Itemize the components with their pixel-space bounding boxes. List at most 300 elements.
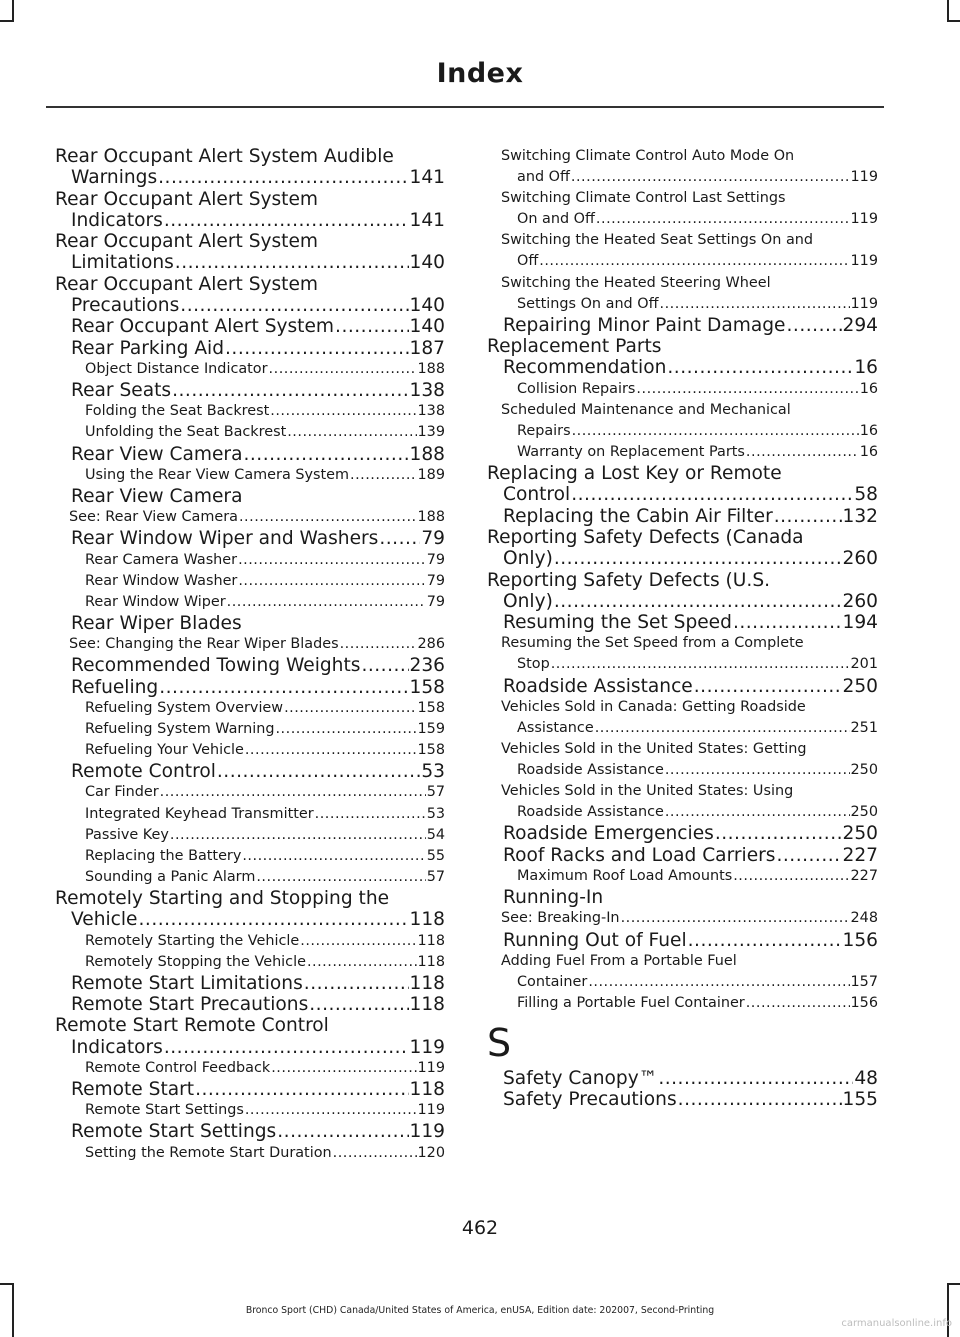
index-entry[interactable] (487, 336, 878, 379)
dot-leader (746, 442, 859, 463)
index-subentry[interactable] (55, 634, 445, 655)
entry-page-number[interactable]: 119 (850, 169, 878, 186)
entry-page-number[interactable]: 251 (850, 719, 878, 736)
dot-leader (309, 994, 408, 1015)
index-entry[interactable] (55, 1121, 445, 1142)
index-entry[interactable] (55, 146, 445, 189)
dot-leader (277, 1121, 408, 1142)
entry-page-number[interactable]: 194 (842, 612, 878, 634)
dot-leader (242, 846, 425, 867)
entry-text: Warnings (71, 167, 158, 189)
index-entry[interactable] (487, 463, 878, 506)
entry-text: Object Distance Indicator (85, 360, 268, 377)
entry-page-number[interactable]: 118 (409, 994, 445, 1016)
entry-text: Replacing the Battery (85, 847, 242, 864)
index-subentry[interactable] (487, 781, 878, 823)
entry-text: Remote Control (71, 761, 216, 783)
entry-page-number[interactable]: 48 (854, 1068, 878, 1090)
entry-text: Roadside Assistance (517, 762, 664, 779)
dot-leader (180, 295, 408, 316)
index-subentry[interactable] (55, 465, 445, 486)
entry-text: Only) (503, 590, 553, 612)
dot-leader (300, 931, 416, 952)
entry-text: Car Finder (85, 784, 159, 801)
entry-text: Unfolding the Seat Backrest (85, 424, 287, 441)
entry-text: Limitations (71, 252, 174, 274)
index-entry[interactable] (487, 1089, 878, 1110)
dot-leader (787, 315, 842, 336)
entry-page-number[interactable]: 120 (417, 1144, 445, 1161)
entry-page-number[interactable]: 118 (409, 972, 445, 994)
dot-leader (340, 634, 417, 655)
entry-lead-text: Reporting Safety Defects (U.S. (487, 569, 771, 591)
entry-text: Filling a Portable Fuel Container (517, 995, 745, 1011)
entry-text: Container (517, 973, 588, 990)
entry-page-number[interactable]: 16 (854, 357, 878, 379)
index-subentry[interactable] (55, 1143, 445, 1164)
entry-text: Rear Wiper Blades (71, 612, 242, 634)
dot-leader (539, 251, 849, 272)
index-subentry[interactable] (55, 740, 445, 761)
index-entry[interactable] (55, 1015, 445, 1058)
entry-page-number[interactable]: 156 (842, 929, 878, 951)
entry-page-number[interactable]: 138 (409, 380, 445, 402)
entry-page-number[interactable]: 79 (426, 593, 445, 610)
dot-leader (665, 760, 850, 781)
entry-page-number[interactable]: 119 (417, 1102, 445, 1119)
dot-leader (554, 591, 842, 612)
index-subentry[interactable] (55, 1058, 445, 1079)
index-entry[interactable] (55, 338, 445, 359)
entry-page-number[interactable]: 158 (409, 676, 445, 698)
index-subentry[interactable] (487, 442, 878, 463)
dot-leader (164, 1037, 409, 1058)
crop-mark (947, 20, 960, 22)
entry-page-number[interactable]: 118 (417, 932, 445, 949)
entry-text: Rear View Camera (71, 443, 243, 465)
entry-text: Roof Racks and Load Carriers (503, 844, 776, 866)
dot-leader (715, 823, 842, 844)
entry-text: Stop (517, 656, 550, 673)
dot-leader (160, 782, 426, 803)
dot-leader (158, 167, 408, 188)
index-entry[interactable] (487, 823, 878, 844)
entry-text: Precautions (71, 295, 180, 317)
index-subentry[interactable] (55, 507, 445, 528)
entry-text: Refueling System Overview (85, 699, 284, 716)
entry-page-number[interactable]: 158 (417, 742, 445, 759)
index-entry[interactable] (487, 570, 878, 613)
entry-page-number[interactable]: 54 (426, 826, 445, 843)
entry-text: Resuming the Set Speed (503, 612, 732, 634)
entry-text: Remote Start (71, 1079, 195, 1100)
index-subentry[interactable] (55, 719, 445, 740)
entry-page-number[interactable]: 159 (417, 720, 445, 737)
index-entry[interactable] (55, 274, 445, 317)
page-number: 462 (461, 1217, 499, 1239)
entry-text: Remotely Stopping the Vehicle (85, 953, 306, 970)
index-entry[interactable] (55, 761, 445, 782)
index-entry[interactable] (487, 676, 878, 697)
dot-leader (271, 1058, 416, 1079)
entry-lead-text: Replacing a Lost Key or Remote (487, 463, 782, 485)
dot-leader (554, 548, 842, 569)
index-subentry[interactable] (55, 867, 445, 888)
index-subentry[interactable] (55, 804, 445, 825)
entry-page-number[interactable]: 201 (850, 656, 878, 673)
entry-text: Rear Seats (71, 380, 172, 402)
entry-text: Rear Occupant Alert System (71, 316, 335, 338)
entry-lead-text: Remote Start Remote Control (55, 1015, 329, 1037)
entry-page-number[interactable]: 141 (409, 167, 445, 189)
entry-text: Refueling (71, 676, 159, 698)
dot-leader (315, 804, 426, 825)
index-entry[interactable] (55, 973, 445, 994)
dot-leader (350, 465, 417, 486)
entry-page-number[interactable]: 188 (409, 443, 445, 465)
index-entry[interactable] (487, 315, 878, 336)
index-subentry[interactable] (487, 697, 878, 739)
entry-page-number[interactable]: 189 (417, 466, 445, 483)
entry-page-number[interactable]: 53 (421, 761, 445, 783)
index-entry[interactable] (55, 528, 445, 549)
entry-page-number[interactable]: 141 (409, 209, 445, 231)
index-entry[interactable] (487, 612, 878, 633)
dot-leader (217, 761, 420, 782)
entry-text: Roadside Emergencies (503, 823, 714, 845)
index-subentry[interactable] (55, 571, 445, 592)
dot-leader (238, 550, 426, 571)
entry-text: See: Breaking-In (501, 910, 620, 927)
entry-page-number[interactable]: 187 (409, 337, 445, 359)
index-subentry[interactable] (487, 739, 878, 781)
crop-mark (0, 20, 14, 22)
dot-leader (256, 867, 425, 888)
entry-lead-text: Rear Occupant Alert System (55, 273, 319, 295)
index-entry[interactable] (55, 994, 445, 1015)
crop-mark (947, 0, 949, 22)
entry-text: See: Rear View Camera (69, 509, 238, 526)
dot-leader (227, 592, 426, 613)
entry-text: Vehicle (71, 909, 138, 931)
entry-lead-text: Vehicles Sold in the United States: Getting (501, 741, 807, 758)
entry-text: Warranty on Replacement Parts (517, 443, 745, 460)
entry-lead-text: Switching the Heated Steering Wheel (501, 274, 771, 291)
index-entry[interactable] (55, 655, 445, 676)
entry-text: Assistance (517, 719, 594, 736)
index-subentry[interactable] (55, 931, 445, 952)
entry-text: Recommendation (503, 357, 667, 379)
dot-leader (159, 677, 408, 698)
index-subentry[interactable] (487, 188, 878, 230)
entry-text: Control (503, 484, 571, 506)
entry-page-number[interactable]: 118 (417, 953, 445, 970)
entry-lead-text: Scheduled Maintenance and Mechanical (501, 401, 791, 418)
index-entry[interactable] (55, 189, 445, 232)
dot-leader (225, 338, 408, 359)
entry-text: Remote Start Settings (85, 1102, 244, 1119)
entry-page-number[interactable]: 140 (409, 295, 445, 317)
entry-page-number[interactable]: 132 (842, 505, 878, 527)
dot-leader (571, 167, 850, 188)
entry-lead-text: Adding Fuel From a Portable Fuel (501, 952, 737, 969)
index-entry[interactable] (487, 845, 878, 866)
entry-lead-text: Replacement Parts (487, 336, 662, 358)
entry-page-number[interactable]: 227 (850, 868, 878, 885)
dot-leader (596, 209, 850, 230)
entry-page-number[interactable]: 119 (417, 1059, 445, 1076)
dot-leader (175, 252, 409, 273)
index-entry[interactable] (487, 527, 878, 570)
entry-page-number[interactable]: 140 (409, 316, 445, 338)
entry-lead-text: Resuming the Set Speed from a Complete (501, 635, 804, 652)
entry-text: Repairing Minor Paint Damage (503, 314, 786, 336)
entry-text: Recommended Towing Weights (71, 655, 361, 677)
entry-text: Rear Window Washer (85, 572, 238, 589)
entry-text: Safety Precautions (503, 1089, 677, 1111)
dot-leader (238, 571, 425, 592)
entry-text: Folding the Seat Backrest (85, 403, 270, 420)
dot-leader (239, 507, 417, 528)
entry-text: Rear Window Wiper and Washers (71, 528, 379, 550)
entry-text: Remotely Starting the Vehicle (85, 932, 300, 949)
dot-leader (551, 654, 850, 675)
crop-mark (12, 0, 14, 22)
dot-leader (588, 972, 849, 993)
index-subentry[interactable] (487, 908, 878, 929)
entry-lead-text: Remotely Starting and Stopping the (55, 887, 390, 909)
entry-text: Only) (503, 548, 553, 570)
crop-mark (947, 1283, 960, 1285)
entry-text: and Off (517, 169, 570, 186)
header-divider (46, 106, 884, 108)
entry-text: Collision Repairs (517, 380, 636, 397)
index-subentry[interactable] (487, 146, 878, 188)
dot-leader (361, 655, 408, 676)
index-subentry[interactable] (55, 952, 445, 973)
index-subentry[interactable] (55, 1100, 445, 1121)
index-subentry[interactable] (55, 782, 445, 803)
entry-text: Using the Rear View Camera System (85, 466, 349, 483)
entry-page-number[interactable]: 119 (850, 295, 878, 312)
entry-page-number[interactable]: 155 (842, 1089, 878, 1111)
index-subentry[interactable] (487, 379, 878, 400)
entry-page-number[interactable]: 286 (417, 636, 445, 653)
index-subentry[interactable] (55, 846, 445, 867)
entry-text: Repairs (517, 422, 571, 439)
index-entry[interactable] (55, 316, 445, 337)
entry-page-number[interactable]: 157 (850, 973, 878, 990)
entry-text: Setting the Remote Start Duration (85, 1144, 332, 1161)
entry-page-number[interactable]: 16 (859, 443, 878, 460)
entry-text: Indicators (71, 209, 163, 231)
footer-edition: Bronco Sport (CHD) Canada/United States of America, enUSA, Edition date: 202007, Second-Printing (245, 1305, 715, 1316)
index-entry[interactable] (55, 486, 445, 507)
index-entry[interactable] (487, 930, 878, 951)
entry-page-number[interactable]: 57 (426, 784, 445, 801)
entry-page-number[interactable]: 119 (409, 1121, 445, 1143)
entry-page-number[interactable]: 79 (426, 572, 445, 589)
entry-page-number[interactable]: 188 (417, 360, 445, 377)
dot-leader (694, 676, 842, 697)
entry-text: Roadside Assistance (503, 675, 693, 697)
entry-text: Rear View Camera (71, 485, 243, 507)
entry-page-number[interactable]: 156 (850, 995, 878, 1011)
dot-leader (270, 401, 416, 422)
entry-lead-text: Switching Climate Control Last Settings (501, 190, 786, 207)
entry-page-number[interactable]: 139 (417, 424, 445, 441)
entry-text: Sounding a Panic Alarm (85, 868, 256, 885)
dot-leader (269, 359, 417, 380)
entry-page-number[interactable]: 250 (842, 675, 878, 697)
entry-page-number[interactable]: 55 (426, 847, 445, 864)
entry-page-number[interactable]: 227 (842, 844, 878, 866)
dot-leader (658, 1068, 853, 1089)
entry-text: Running-In (503, 887, 604, 909)
entry-lead-text: Reporting Safety Defects (Canada (487, 526, 804, 548)
index-subentry[interactable] (55, 550, 445, 571)
index-subentry[interactable] (487, 993, 878, 1014)
entry-text: Rear Window Wiper (85, 593, 226, 610)
dot-leader (665, 802, 850, 823)
entry-lead-text: Rear Occupant Alert System (55, 231, 319, 253)
entry-page-number[interactable]: 140 (409, 252, 445, 274)
dot-leader (379, 528, 420, 549)
index-subentry[interactable] (55, 592, 445, 613)
entry-page-number[interactable]: 118 (409, 909, 445, 931)
index-subentry[interactable] (55, 698, 445, 719)
entry-text: Running Out of Fuel (503, 929, 687, 951)
entry-text: Indicators (71, 1036, 163, 1058)
dot-leader (595, 718, 850, 739)
dot-leader (571, 484, 853, 505)
entry-text: Rear Parking Aid (71, 337, 225, 359)
index-column-left (55, 146, 445, 1164)
index-subentry[interactable] (55, 825, 445, 846)
index-subentry[interactable] (55, 401, 445, 422)
entry-text: Remote Start Settings (71, 1121, 277, 1143)
dot-leader (636, 379, 858, 400)
dot-leader (304, 973, 409, 994)
dot-leader (245, 740, 417, 761)
entry-page-number[interactable]: 79 (426, 551, 445, 568)
index-subentry[interactable] (487, 866, 878, 887)
dot-leader (678, 1089, 842, 1110)
index-entry[interactable] (55, 677, 445, 698)
entry-page-number[interactable]: 250 (850, 804, 878, 821)
entry-page-number[interactable]: 138 (417, 403, 445, 420)
index-entry[interactable] (55, 613, 445, 634)
dot-leader (139, 909, 409, 930)
entry-text: Passive Key (85, 826, 169, 843)
entry-page-number[interactable]: 250 (850, 762, 878, 779)
entry-lead-text: Vehicles Sold in Canada: Getting Roadside (501, 698, 806, 715)
entry-page-number[interactable]: 119 (850, 253, 878, 270)
entry-lead-text: Switching the Heated Seat Settings On and (501, 232, 814, 249)
entry-page-number[interactable]: 118 (409, 1079, 445, 1100)
dot-leader (776, 845, 841, 866)
dot-leader (195, 1079, 408, 1100)
entry-page-number[interactable]: 294 (842, 314, 878, 336)
dot-leader (688, 930, 842, 951)
index-subentry[interactable] (55, 422, 445, 443)
index-subentry[interactable] (487, 400, 878, 442)
entry-page-number[interactable]: 53 (426, 805, 445, 822)
watermark: carmanualsonline.info (841, 1318, 952, 1329)
index-entry[interactable] (487, 506, 878, 527)
entry-text: Refueling Your Vehicle (85, 742, 244, 759)
index-subentry[interactable] (487, 273, 878, 315)
entry-text: See: Changing the Rear Wiper Blades (69, 636, 339, 653)
crop-mark (0, 1283, 14, 1285)
index-entry[interactable] (487, 887, 878, 908)
entry-lead-text: Rear Occupant Alert System (55, 188, 319, 210)
entry-text: Remote Start Limitations (71, 972, 303, 994)
entry-text: Safety Canopy™ (503, 1068, 658, 1090)
index-subentry[interactable] (487, 230, 878, 272)
entry-page-number[interactable]: 158 (417, 699, 445, 716)
entry-text: Replacing the Cabin Air Filter (503, 505, 773, 527)
entry-page-number[interactable]: 16 (859, 380, 878, 397)
entry-page-number[interactable]: 58 (854, 484, 878, 506)
dot-leader (774, 506, 842, 527)
entry-text: Refueling System Warning (85, 720, 275, 737)
page-title: Index (436, 58, 524, 89)
dot-leader (660, 294, 850, 315)
index-entry[interactable] (55, 380, 445, 401)
index-entry[interactable] (55, 1079, 445, 1100)
entry-page-number[interactable]: 260 (842, 548, 878, 570)
entry-text: On and Off (517, 211, 595, 228)
dot-leader (164, 210, 409, 231)
dot-leader (667, 357, 853, 378)
index-entry[interactable] (55, 888, 445, 931)
entry-text: Integrated Keyhead Transmitter (85, 805, 314, 822)
entry-text: Remote Start Precautions (71, 994, 309, 1016)
entry-page-number[interactable]: 260 (842, 590, 878, 612)
entry-page-number[interactable]: 119 (850, 211, 878, 228)
entry-page-number[interactable]: 248 (850, 910, 878, 927)
index-entry[interactable] (55, 231, 445, 274)
dot-leader (746, 993, 850, 1014)
index-subentry[interactable] (55, 359, 445, 380)
dot-leader (733, 866, 849, 887)
dot-leader (333, 1143, 417, 1164)
entry-page-number[interactable]: 16 (859, 422, 878, 439)
entry-page-number[interactable]: 119 (409, 1036, 445, 1058)
entry-page-number[interactable]: 250 (842, 823, 878, 845)
entry-page-number[interactable]: 79 (421, 528, 445, 550)
dot-leader (275, 719, 416, 740)
dot-leader (284, 698, 416, 719)
dot-leader (243, 444, 408, 465)
index-entry[interactable] (55, 444, 445, 465)
dot-leader (572, 421, 859, 442)
dot-leader (307, 952, 417, 973)
dot-leader (621, 908, 850, 929)
entry-lead-text: Switching Climate Control Auto Mode On (501, 148, 795, 164)
entry-page-number[interactable]: 188 (417, 509, 445, 526)
index-entry[interactable] (487, 1068, 878, 1089)
dot-leader (733, 612, 842, 633)
entry-page-number[interactable]: 57 (426, 868, 445, 885)
dot-leader (170, 825, 426, 846)
entry-page-number[interactable]: 236 (409, 655, 445, 677)
entry-text: Settings On and Off (517, 295, 659, 312)
index-subentry[interactable] (487, 951, 878, 993)
index-subentry[interactable] (487, 633, 878, 675)
index-column-right (487, 146, 878, 1111)
